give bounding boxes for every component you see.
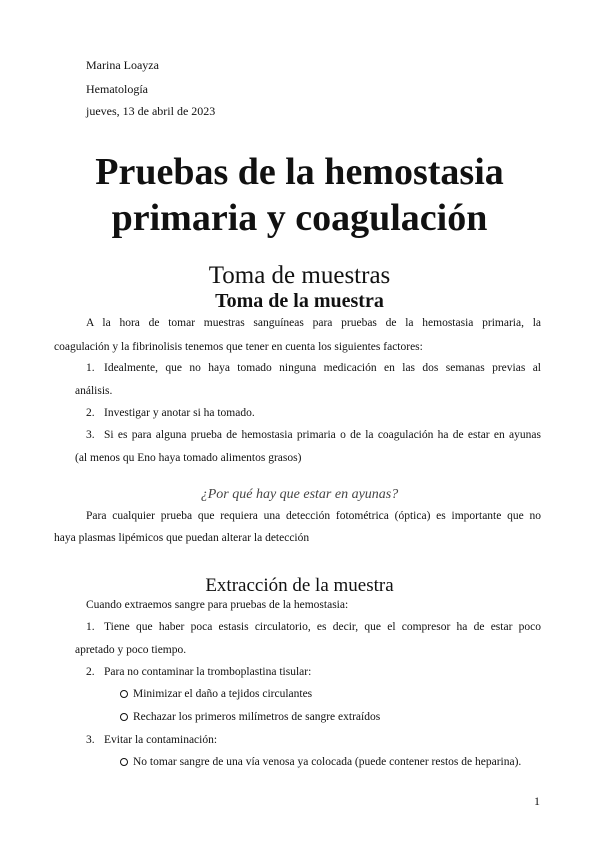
list-item-line: Si es para alguna prueba de hemostasia primaria o de la coagulación ha de estar en ayunas	[104, 429, 541, 441]
intro-paragraph-line-2: coagulación y la fibrinolisis tenemos que tener en cuenta los siguientes factores:	[54, 341, 423, 353]
list-number: 3.	[86, 429, 95, 441]
list-item-line: Para no contaminar la tromboplastina tisular:	[104, 666, 312, 678]
ayunas-paragraph-line-1: Para cualquier prueba que requiera una detección fotométrica (óptica) es importante que no	[86, 510, 541, 522]
list-item-line: apretado y poco tiempo.	[75, 644, 187, 656]
list-number: 3.	[86, 734, 95, 746]
section-heading-extraccion: Extracción de la muestra	[205, 575, 394, 596]
list-item-line: Idealmente, que no haya tomado ninguna medicación en las dos semanas previas al	[104, 362, 541, 374]
page-title-line-1: Pruebas de la hemostasia	[95, 151, 504, 193]
section-heading-toma-de-muestras: Toma de muestras	[208, 262, 391, 289]
author-name: Marina Loayza	[86, 58, 159, 72]
sub-bullet-line: Rechazar los primeros milímetros de sangre extraídos	[133, 711, 381, 723]
page-title-line-2: primaria y coagulación	[111, 197, 488, 239]
intro-paragraph-line-1: A la hora de tomar muestras sanguíneas para pruebas de la hemostasia primaria, la	[86, 317, 541, 329]
ayunas-paragraph-line-2: haya plasmas lipémicos que puedan alterar la detección	[54, 532, 310, 544]
page-number: 1	[534, 794, 540, 808]
document-date: jueves, 13 de abril de 2023	[86, 104, 216, 118]
list-item-line: análisis.	[75, 385, 113, 397]
list-item-line: Investigar y anotar si ha tomado.	[104, 407, 255, 419]
list-number: 2.	[86, 666, 95, 678]
list-number: 1.	[86, 621, 95, 633]
extraccion-intro: Cuando extraemos sangre para pruebas de la hemostasia:	[86, 599, 349, 611]
subject-name: Hematología	[86, 82, 148, 96]
sub-bullet-line: No tomar sangre de una vía venosa ya colocada (puede contener restos de heparina).	[133, 756, 522, 768]
list-number: 2.	[86, 407, 95, 419]
sub-bullet-line: Minimizar el daño a tejidos circulantes	[133, 688, 313, 700]
list-item-line: Tiene que haber poca estasis circulatorio, es decir, que el compresor ha de estar poco	[104, 621, 541, 633]
list-number: 1.	[86, 362, 95, 374]
list-item-line: Evitar la contaminación:	[104, 734, 218, 746]
subheading-toma-de-la-muestra: Toma de la muestra	[215, 290, 384, 312]
circle-bullet-icon	[120, 713, 128, 721]
section-heading-ayunas: ¿Por qué hay que estar en ayunas?	[200, 487, 399, 502]
circle-bullet-icon	[120, 758, 128, 766]
circle-bullet-icon	[120, 690, 128, 698]
list-item-line: (al menos qu Eno haya tomado alimentos grasos)	[75, 452, 302, 464]
